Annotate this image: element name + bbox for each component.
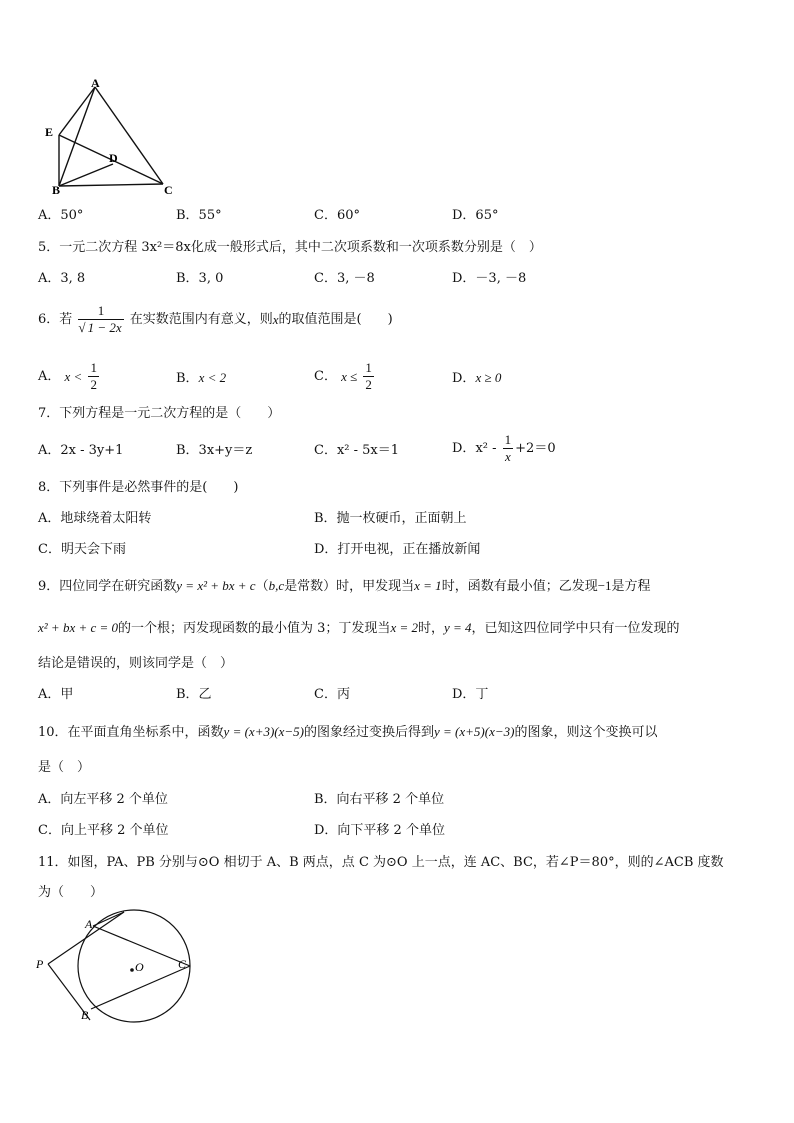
q9-option-d[interactable]: D．丁 (452, 687, 489, 702)
q10-text-3: 的图象，则这个变换可以 (514, 725, 658, 740)
q9-text-6: 的一个根；丙发现函数的最小值为 3；丁发现当 (118, 621, 391, 636)
q4-option-a[interactable]: A．50° (38, 208, 84, 223)
q7-option-d-num: 1 (503, 433, 514, 449)
q9-line-2 (38, 621, 680, 635)
q8-option-c[interactable]: C．明天会下雨 (38, 542, 126, 557)
triangle-figure-q4 (40, 76, 180, 196)
q11-line-1: 11．如图，PA、PB 分别与⊙O 相切于 A、B 两点，点 C 为⊙O 上一点，连 AC、BC，若∠P＝80°，则的∠ACB 度数 (38, 855, 724, 870)
q6-option-d-label: D． (452, 371, 476, 386)
q9-function: y = x² + bx + c (176, 578, 256, 593)
q8-stem: 8．下列事件是必然事件的是( ) (38, 480, 239, 495)
q9-x-equals-2: x = 2 (390, 620, 418, 635)
point-label-p: P (36, 957, 44, 971)
q10-option-c[interactable]: C．向上平移 2 个单位 (38, 823, 169, 838)
q9-text-1: 9．四位同学在研究函数 (38, 579, 177, 594)
q6-var-x: x (272, 312, 279, 327)
q10-function-2: y = (x+5)(x−3) (434, 724, 515, 739)
vertex-label-d: D (109, 151, 118, 165)
q6-frac-num: 1 (78, 304, 123, 320)
q10-text-1: 10．在平面直角坐标系中，函数 (38, 725, 224, 740)
point-label-c: C (178, 957, 187, 971)
q10-line-1 (38, 725, 657, 739)
q9-x-equals-1: x = 1 (414, 578, 442, 593)
q7-option-d-label: D． (452, 441, 476, 456)
q6-option-c-label: C． (314, 369, 337, 384)
q7-option-d-den: x (505, 449, 511, 465)
q10-option-d[interactable]: D．向下平移 2 个单位 (314, 823, 445, 838)
q9-text-5: 是方程 (611, 579, 651, 594)
q4-option-b[interactable]: B．55° (176, 208, 222, 223)
q9-text-7: 时， (417, 621, 444, 636)
q7-option-d-pre: x² - (475, 441, 497, 456)
q9-y-equals-4: y = 4 (444, 620, 472, 635)
q10-option-b[interactable]: B．向右平移 2 个单位 (314, 792, 445, 807)
q4-option-c[interactable]: C．60° (314, 208, 360, 223)
q6-option-c[interactable] (314, 361, 376, 393)
q9-minus-one: −1 (597, 578, 612, 593)
q10-line-2: 是（ ） (38, 760, 91, 775)
q6-suffix-a: 在实数范围内有意义，则 (129, 312, 273, 327)
q5-option-c[interactable]: C．3, －8 (314, 271, 375, 286)
q10-text-2: 的图象经过变换后得到 (304, 725, 435, 740)
q6-option-a[interactable] (38, 361, 101, 393)
q4-option-d[interactable]: D．65° (452, 208, 499, 223)
q7-option-b[interactable]: B．3x+y＝z (176, 443, 253, 458)
point-label-a: A (85, 917, 93, 931)
q6-option-b[interactable] (176, 371, 226, 385)
q7-option-a[interactable]: A．2x - 3y+1 (38, 443, 124, 458)
q6-option-c-num: 1 (363, 361, 374, 377)
q11-line-2: 为（ ） (38, 885, 104, 900)
q7-option-d[interactable] (452, 433, 556, 465)
q9-line-1 (38, 579, 651, 593)
vertex-label-c: C (164, 183, 173, 196)
q7-stem: 7．下列方程是一元二次方程的是（ ） (38, 406, 281, 421)
q9-equation: x² + bx + c = 0 (38, 620, 119, 635)
q10-option-a[interactable]: A．向左平移 2 个单位 (38, 792, 168, 807)
q6-option-b-text: x < 2 (198, 370, 227, 385)
q6-suffix-b: 的取值范围是( ) (278, 312, 393, 327)
q9-text-4: 时，函数有最小值；乙发现 (441, 579, 598, 594)
q5-option-d[interactable]: D．－3, －8 (452, 271, 527, 286)
q6-fraction: $\frac{1}{√ 1 - 2x}$ (78, 303, 122, 336)
point-label-b: B (81, 1008, 89, 1022)
q6-option-a-label: A． (38, 369, 61, 384)
q6-option-c-den: 2 (365, 377, 372, 393)
circle-tangent-figure-q11 (32, 908, 202, 1028)
q6-option-a-lhs: x < (64, 369, 83, 384)
q9-line-3: 结论是错误的，则该同学是（ ） (38, 656, 234, 671)
q6-option-a-den: 2 (90, 377, 97, 393)
q8-option-d[interactable]: D．打开电视，正在播放新闻 (314, 542, 481, 557)
q8-option-b[interactable]: B．抛一枚硬币，正面朝上 (314, 511, 467, 526)
q7-option-d-post: +2＝0 (515, 441, 556, 456)
q10-function-1: y = (x+3)(x−5) (223, 724, 304, 739)
q6-stem (38, 304, 393, 336)
q9-option-a[interactable]: A．甲 (38, 687, 74, 702)
q5-option-b[interactable]: B．3, 0 (176, 271, 224, 286)
q6-frac-den: 1 − 2x (87, 320, 122, 336)
q9-option-b[interactable]: B．乙 (176, 687, 212, 702)
q6-option-d[interactable] (452, 371, 501, 385)
q5-stem: 5．一元二次方程 3x²＝8x化成一般形式后，其中二次项系数和一次项系数分别是（ ） (38, 240, 542, 255)
q6-option-c-lhs: x ≤ (341, 369, 358, 384)
vertex-label-a: A (91, 76, 100, 90)
q6-option-a-num: 1 (88, 361, 99, 377)
q6-prefix: 6．若 (38, 312, 73, 327)
q6-option-b-label: B． (176, 371, 199, 386)
q9-bc: b,c (268, 578, 285, 593)
q7-option-c[interactable]: C．x² - 5x＝1 (314, 443, 400, 458)
vertex-label-b: B (52, 183, 61, 196)
q8-option-a[interactable]: A．地球绕着太阳转 (38, 511, 152, 526)
vertex-label-e: E (45, 125, 54, 139)
q9-text-8: ，已知这四位同学中只有一位发现的 (471, 621, 680, 636)
q9-text-3: 是常数）时，甲发现当 (284, 579, 415, 594)
q9-text-2: （ (255, 579, 269, 594)
q5-option-a[interactable]: A．3, 8 (38, 271, 86, 286)
q6-option-d-text: x ≥ 0 (475, 370, 502, 385)
point-label-o: O (135, 960, 144, 974)
q9-option-c[interactable]: C．丙 (314, 687, 350, 702)
